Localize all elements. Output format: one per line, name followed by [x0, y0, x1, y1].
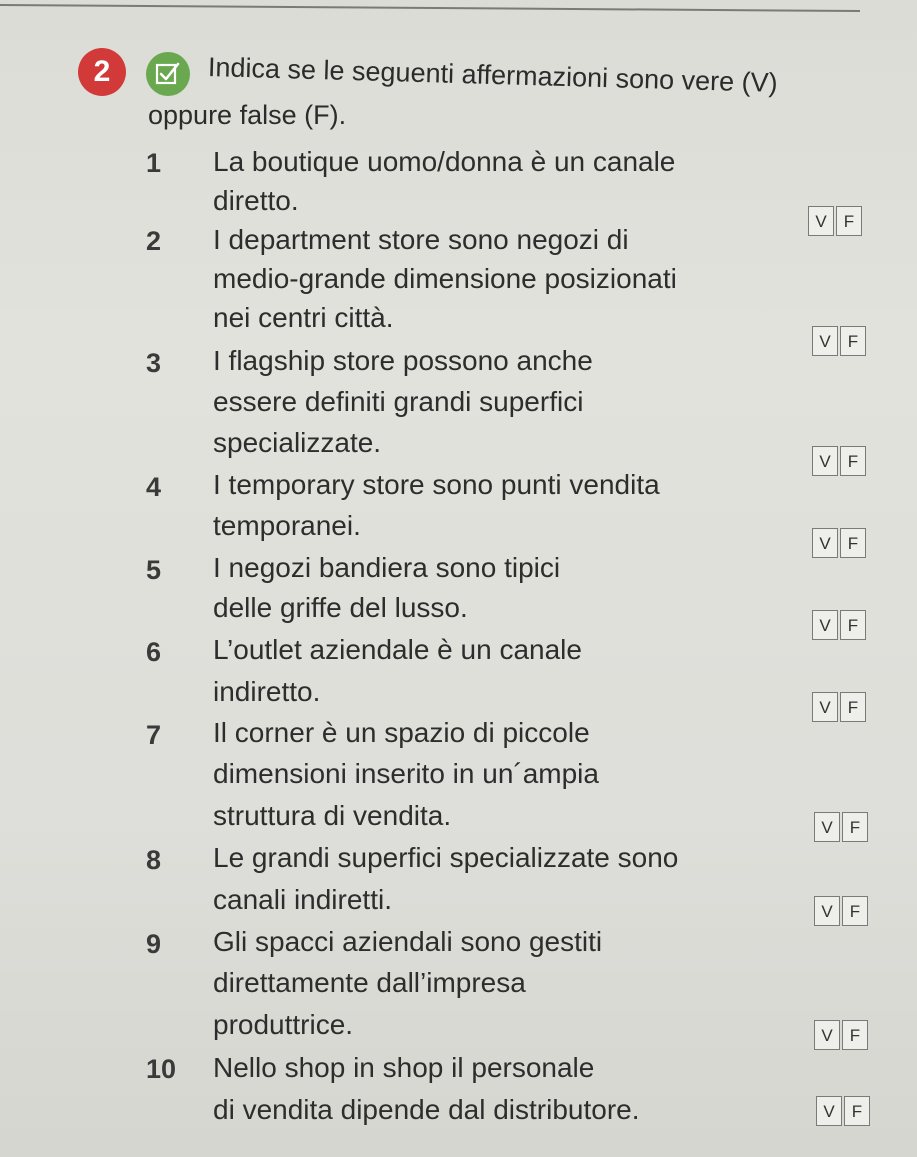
true-checkbox[interactable]: V	[812, 610, 838, 640]
statement-text: I department store sono negozi di	[213, 224, 629, 255]
true-checkbox[interactable]: V	[812, 528, 838, 558]
statement-text: medio-grande dimensione posizionati	[213, 263, 677, 294]
statement-text: La boutique uomo/donna è un canale	[213, 146, 676, 177]
statement-text: I negozi bandiera sono tipici	[213, 552, 561, 583]
true-false-choice	[812, 326, 866, 356]
true-checkbox[interactable]: V	[812, 326, 838, 356]
statement-text: temporanei.	[213, 510, 361, 541]
true-checkbox[interactable]: V	[814, 1020, 840, 1050]
item-number: 8	[146, 845, 162, 875]
statement-text: indiretto.	[213, 676, 321, 707]
false-checkbox[interactable]: F	[836, 206, 862, 236]
true-checkbox[interactable]: V	[814, 812, 840, 842]
statement-text: essere definiti grandi superfici	[213, 386, 584, 417]
true-checkbox[interactable]: V	[812, 446, 838, 476]
true-false-choice	[814, 812, 868, 842]
false-checkbox[interactable]: F	[844, 1096, 870, 1126]
item-number: 3	[146, 348, 162, 378]
true-false-choice	[814, 1020, 868, 1050]
statement-text: di vendita dipende dal distributore.	[213, 1094, 640, 1125]
item-number: 10	[146, 1054, 177, 1084]
statement-text: Il corner è un spazio di piccole	[213, 717, 590, 748]
item-number: 6	[146, 637, 162, 667]
true-false-choice	[814, 896, 868, 926]
item-number: 2	[146, 226, 162, 256]
false-checkbox[interactable]: F	[840, 692, 866, 722]
statement-text: I temporary store sono punti vendita	[213, 469, 660, 500]
statement-text: dimensioni inserito in un´ampia	[213, 758, 599, 789]
top-divider	[0, 4, 860, 12]
statement-text: delle griffe del lusso.	[213, 592, 468, 623]
true-checkbox[interactable]: V	[812, 692, 838, 722]
item-number: 7	[146, 720, 162, 750]
statement-text: I flagship store possono anche	[213, 345, 593, 376]
item-number: 1	[146, 148, 162, 178]
false-checkbox[interactable]: F	[842, 896, 868, 926]
false-checkbox[interactable]: F	[842, 812, 868, 842]
statement-text: nei centri città.	[213, 302, 394, 333]
exercise-number-badge: 2	[78, 48, 126, 96]
true-false-choice	[808, 206, 862, 236]
statement-text: Gli spacci aziendali sono gestiti	[213, 926, 603, 957]
instruction-text-continued: oppure false (F).	[148, 100, 347, 130]
true-checkbox[interactable]: V	[814, 896, 840, 926]
statement-text: specializzate.	[213, 427, 382, 458]
false-checkbox[interactable]: F	[842, 1020, 868, 1050]
statement-text: Nello shop in shop il personale	[213, 1052, 595, 1083]
statement-text: struttura di vendita.	[213, 800, 452, 831]
true-false-choice	[812, 610, 866, 640]
item-number: 9	[146, 929, 162, 959]
statement-text: diretto.	[213, 185, 299, 216]
checkbox-icon	[146, 52, 190, 96]
item-number: 4	[146, 472, 162, 502]
statement-text: produttrice.	[213, 1009, 354, 1040]
item-number: 5	[146, 555, 162, 585]
true-false-choice	[816, 1096, 870, 1126]
true-checkbox[interactable]: V	[816, 1096, 842, 1126]
true-checkbox[interactable]: V	[808, 206, 834, 236]
statement-text: canali indiretti.	[213, 884, 392, 915]
true-false-choice	[812, 692, 866, 722]
false-checkbox[interactable]: F	[840, 528, 866, 558]
false-checkbox[interactable]: F	[840, 446, 866, 476]
statement-text: Le grandi superfici specializzate sono	[213, 842, 679, 873]
true-false-choice	[812, 446, 866, 476]
false-checkbox[interactable]: F	[840, 610, 866, 640]
false-checkbox[interactable]: F	[840, 326, 866, 356]
statement-text: direttamente dall’impresa	[213, 967, 526, 998]
instruction-text: Indica se le seguenti affermazioni sono vere (V)	[207, 52, 779, 98]
true-false-choice	[812, 528, 866, 558]
statement-text: L’outlet aziendale è un canale	[213, 634, 582, 665]
